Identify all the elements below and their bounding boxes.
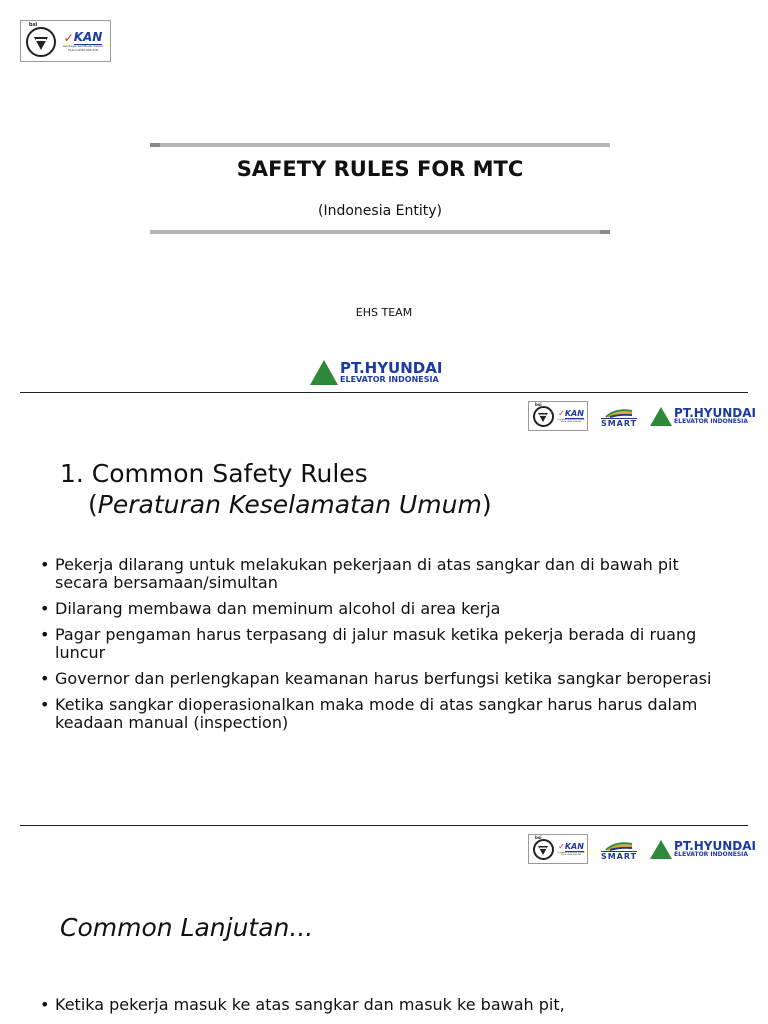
title-top-rule	[150, 143, 610, 147]
kan-logo: ✓ KAN Lembaga Sertifikasi Sistem Mutu LSSM-004-IDN	[62, 30, 104, 52]
bsi-logo-icon: bsi	[529, 402, 557, 430]
title-slide	[0, 0, 768, 392]
smart-swoosh-icon	[604, 408, 634, 418]
kan-logo: ✓ KAN Lembaga Sertifikasi Sistem Mutu LSSM-004-IDN	[557, 841, 585, 856]
slide-title: 1. Common Safety Rules (Peraturan Keselamatan Umum)	[60, 459, 492, 519]
hyundai-triangle-icon	[650, 407, 672, 426]
hyundai-triangle-icon	[310, 360, 338, 385]
smart-logo: SMART	[600, 404, 638, 428]
common-lanjutan-slide	[0, 826, 768, 1024]
smart-swoosh-icon	[604, 841, 634, 851]
list-item: • Pekerja dilarang untuk melakukan pekerjaan di atas sangkar dan di bawah pit secara bersamaan/simultan	[40, 556, 730, 592]
list-item: • Pagar pengaman harus terpasang di jalur masuk ketika pekerja berada di ruang luncur	[40, 626, 730, 662]
hyundai-triangle-icon	[650, 840, 672, 859]
list-item: • Ketika pekerja masuk ke atas sangkar dan masuk ke bawah pit,	[40, 996, 730, 1014]
list-item: • Ketika sangkar dioperasionalkan maka mode di atas sangkar harus harus dalam keadaan manual (inspection)	[40, 696, 730, 732]
bsi-kan-logo	[528, 401, 588, 431]
hyundai-logo: PT.HYUNDAI ELEVATOR INDONESIA	[650, 407, 756, 426]
hyundai-logo: PT.HYUNDAI ELEVATOR INDONESIA	[650, 840, 756, 859]
header-logos	[528, 401, 756, 431]
title-bottom-rule	[150, 230, 610, 234]
slide-subtitle: (Indonesia Entity)	[318, 203, 442, 219]
hyundai-logo: PT.HYUNDAI ELEVATOR INDONESIA	[310, 360, 442, 385]
slide-title: SAFETY RULES FOR MTC	[236, 157, 524, 181]
bsi-kan-logo	[528, 834, 588, 864]
bullet-list	[40, 996, 730, 1022]
team-label: EHS TEAM	[355, 306, 413, 319]
bsi-logo-icon: bsi	[21, 21, 61, 61]
list-item: • Dilarang membawa dan meminum alcohol di area kerja	[40, 600, 730, 618]
smart-logo: SMART	[600, 837, 638, 861]
header-logos	[528, 834, 756, 864]
bsi-logo-icon: bsi	[529, 835, 557, 863]
list-item: • Governor dan perlengkapan keamanan harus berfungsi ketika sangkar beroperasi	[40, 670, 730, 688]
bullet-list	[40, 556, 730, 740]
common-safety-rules-slide	[0, 393, 768, 825]
slide-title: Common Lanjutan...	[60, 913, 314, 942]
kan-logo: ✓ KAN Lembaga Sertifikasi Sistem Mutu LSSM-004-IDN	[557, 408, 585, 423]
bsi-kan-logo	[20, 20, 111, 62]
